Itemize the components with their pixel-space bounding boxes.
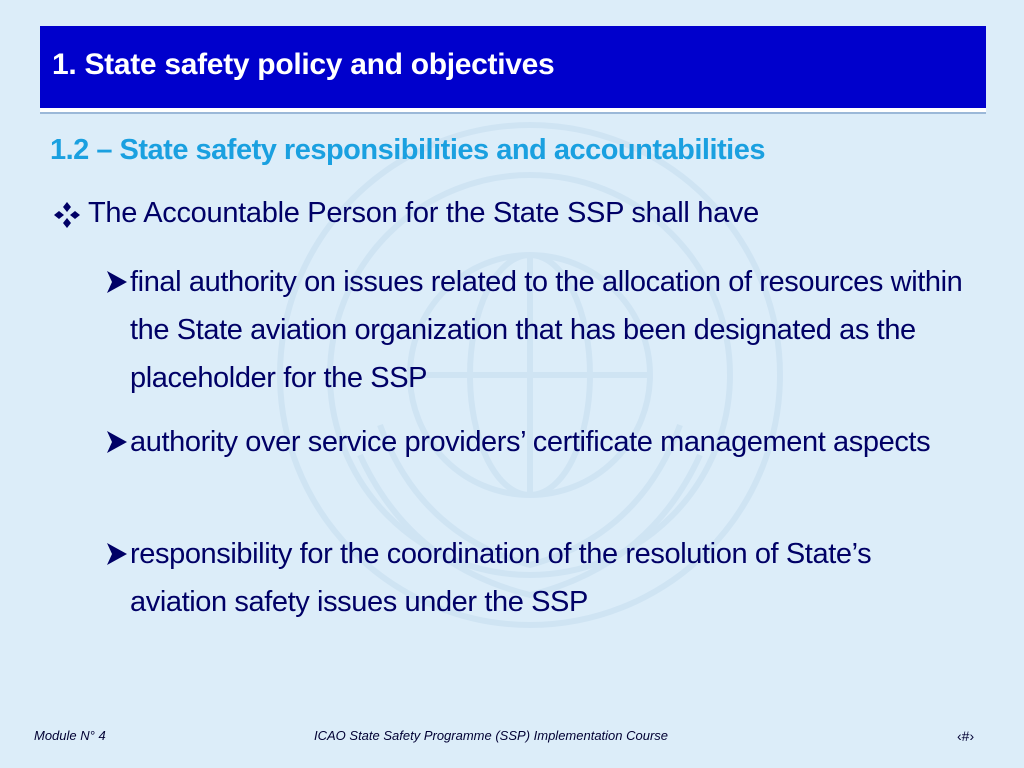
slide-title: 1. State safety policy and objectives bbox=[52, 48, 555, 81]
bullet-text: The Accountable Person for the State SSP shall have bbox=[88, 197, 759, 229]
arrow-bullet-icon bbox=[104, 539, 130, 569]
sub-bullet-text: final authority on issues related to the allocation of resources within the State aviation organization that has been designated as the placeholder for the SSP bbox=[130, 266, 963, 394]
sub-bullet-text: authority over service providers’ certificate management aspects bbox=[130, 426, 931, 458]
footer-module: Module N° 4 bbox=[34, 728, 106, 743]
arrow-bullet-icon bbox=[104, 427, 130, 457]
sub-bullet-item bbox=[104, 258, 964, 402]
section-subtitle: 1.2 – State safety responsibilities and accountabilities bbox=[50, 134, 765, 166]
sub-bullet-item bbox=[104, 530, 964, 626]
bullet-item bbox=[52, 197, 759, 230]
arrow-bullet-icon bbox=[104, 267, 130, 297]
sub-bullet-text: responsibility for the coordination of the resolution of State’s aviation safety issues under the SSP bbox=[130, 538, 872, 618]
sub-bullet-item bbox=[104, 418, 964, 466]
title-bar bbox=[40, 26, 986, 112]
footer-page-number: ‹#› bbox=[957, 728, 975, 744]
footer-course: ICAO State Safety Programme (SSP) Implementation Course bbox=[314, 728, 669, 743]
four-diamond-icon bbox=[52, 200, 82, 230]
